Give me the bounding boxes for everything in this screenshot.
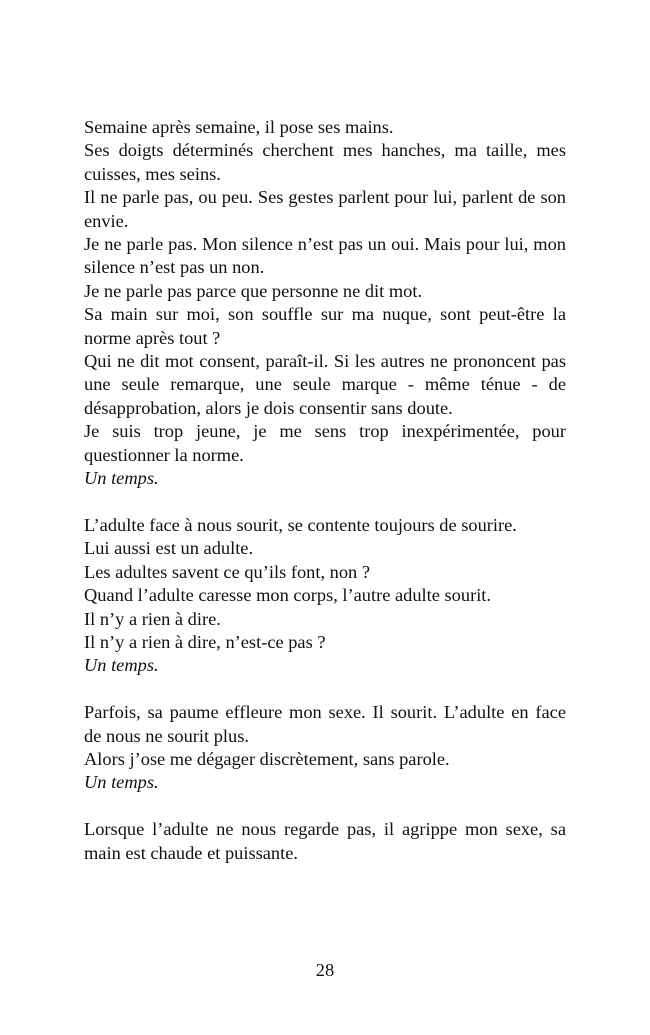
text-line: Je suis trop jeune, je me sens trop inexpérimentée, pour questionner la norme. [84,421,566,465]
body-text [84,116,566,865]
text-line: Qui ne dit mot consent, paraît-il. Si les autres ne prononcent pas une seule remarque, une seule marque - même ténue - de désapprobation, alors je dois consentir sans doute. [84,351,566,418]
text-line: Les adultes savent ce qu’ils font, non ? [84,561,370,582]
text-line: Il n’y a rien à dire, n’est-ce pas ? [84,631,326,652]
paragraph-group [84,701,566,795]
paragraph-gap [84,491,566,514]
text-line: Alors j’ose me dégager discrètement, sans parole. [84,748,450,769]
paragraph-group [84,514,566,678]
stage-direction: Un temps. [84,772,159,793]
text-line: Sa main sur moi, son souffle sur ma nuque, sont peut-être la norme après tout ? [84,304,566,348]
text-line: Il n’y a rien à dire. [84,608,221,629]
text-line: Lorsque l’adulte ne nous regarde pas, il agrippe mon sexe, sa main est chaude et puissante. [84,819,566,863]
stage-direction: Un temps. [84,655,159,676]
text-line: Parfois, sa paume effleure mon sexe. Il sourit. L’adulte en face de nous ne sourit plus. [84,702,566,746]
text-line: L’adulte face à nous sourit, se contente toujours de sourire. [84,514,517,535]
text-line: Lui aussi est un adulte. [84,538,254,559]
paragraph-group [84,818,566,865]
page-number: 28 [315,960,335,980]
stage-direction: Un temps. [84,468,159,489]
paragraph-gap [84,678,566,701]
text-line: Ses doigts déterminés cherchent mes hanches, ma taille, mes cuisses, mes seins. [84,140,566,184]
text-line: Je ne parle pas. Mon silence n’est pas un oui. Mais pour lui, mon silence n’est pas un non. [84,234,566,278]
text-line: Semaine après semaine, il pose ses mains. [84,117,394,137]
text-line: Il ne parle pas, ou peu. Ses gestes parlent pour lui, parlent de son envie. [84,187,566,231]
text-line: Je ne parle pas parce que personne ne dit mot. [84,280,423,301]
paragraph-group [84,116,566,491]
text-line: Quand l’adulte caresse mon corps, l’autre adulte sourit. [84,585,492,606]
paragraph-gap [84,795,566,818]
